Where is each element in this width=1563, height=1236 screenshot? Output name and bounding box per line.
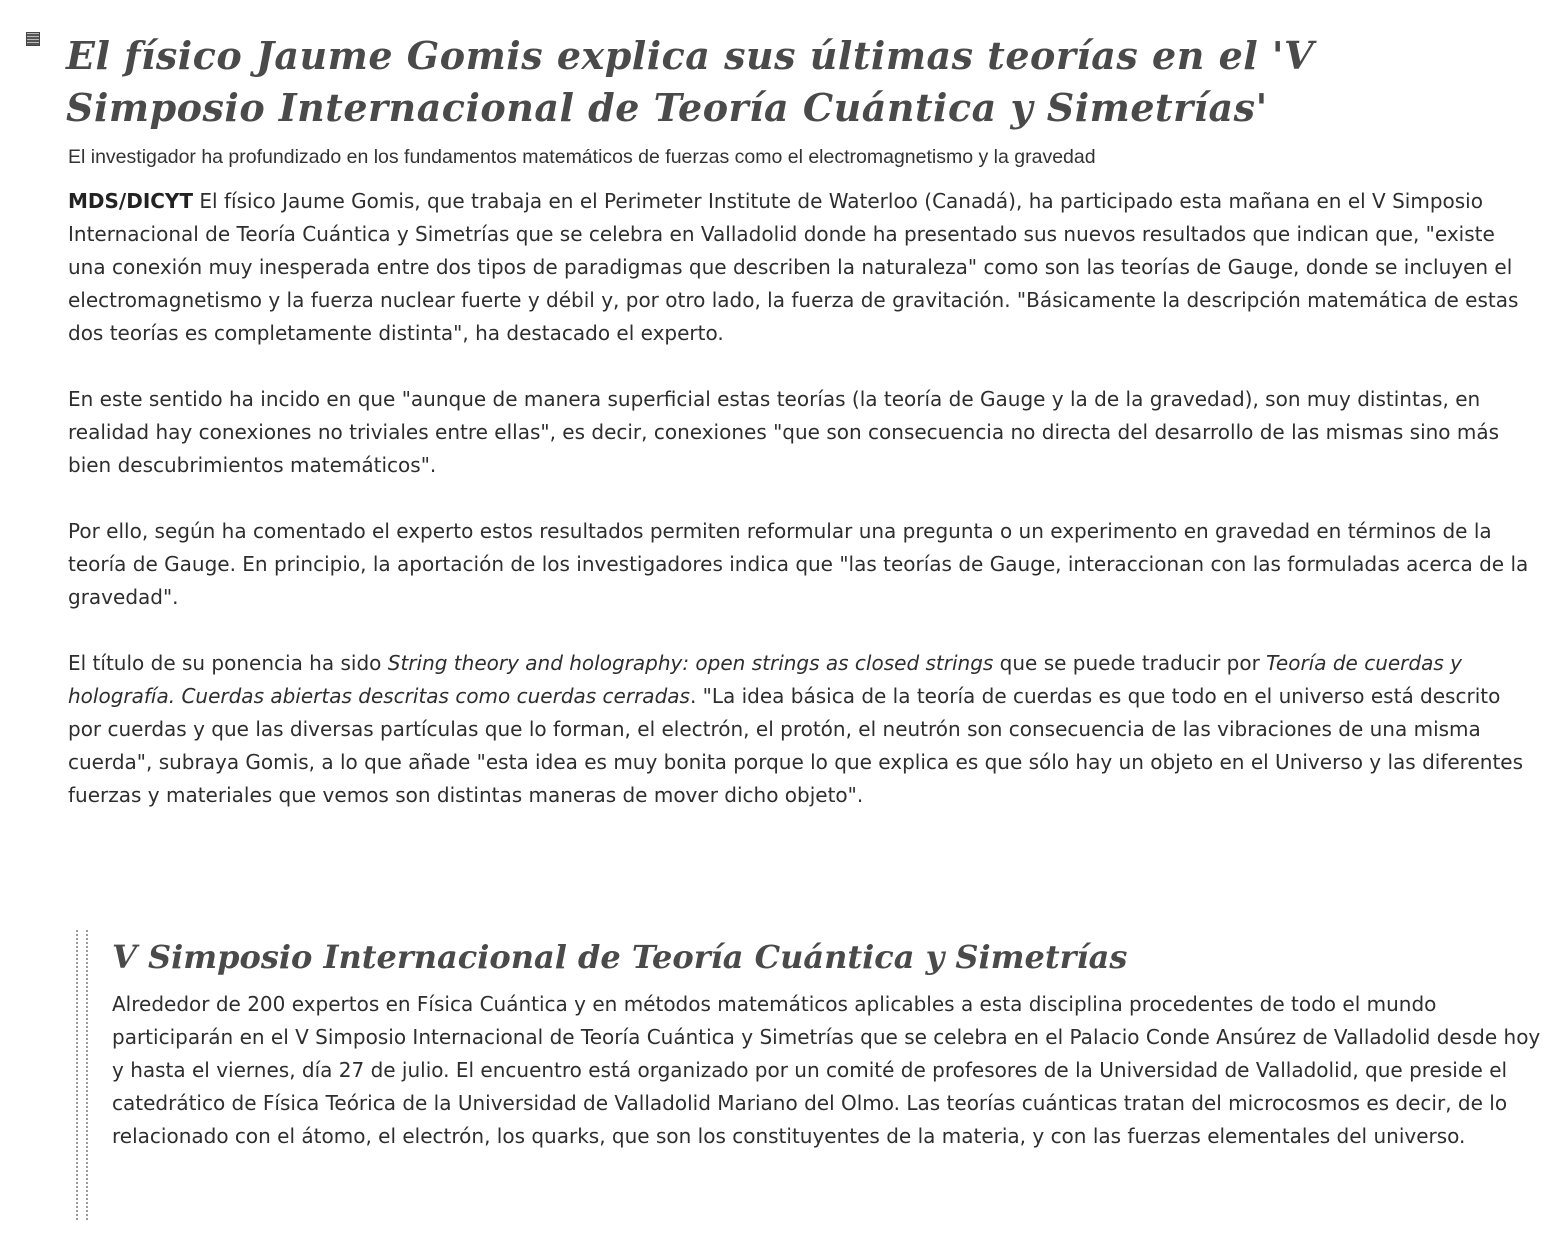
paragraph-4-part-a: El título de su ponencia ha sido [68,651,388,675]
sidebar-title: V Simposio Internacional de Teoría Cuántica y Simetrías [112,938,1128,976]
sidebar-text: Alrededor de 200 expertos en Física Cuántica y en métodos matemáticos aplicables a esta disciplina procedentes de todo el mundo participarán en el V Simposio Internacional de Teoría Cuántica y Simetrías que se celebra en el Palacio Conde Ansúrez de Valladolid desde hoy y hasta el viernes, día 27 de julio. El encuentro está organizado por un comité de profesores de la Universidad de Valladolid, que preside el catedrático de Física Teórica de la Universidad de Valladolid Mariano del Olmo. Las teorías cuánticas tratan del microcosmos es decir, de lo relacionado con el átomo, el electrón, los quarks, que son los constituyentes de la materia, y con las fuerzas elementales del universo. [112,992,1541,1148]
paragraph-1 [68,185,1536,350]
talk-title-english: String theory and holography: open strings as closed strings [387,651,994,675]
paragraph-4 [68,647,1536,812]
talk-title-spanish: Teoría de cuerdas y holografía. Cuerdas abiertas descritas como cuerdas cerradas [68,651,1462,708]
article-subtitle: El investigador ha profundizado en los fundamentos matemáticos de fuerzas como el electromagnetismo y la gravedad [68,146,1096,168]
article-lead: MDS/DICYT [68,189,194,213]
paragraph-4-part-c: . "La idea básica de la teoría de cuerdas es que todo en el universo está descrito por cuerdas y que las diversas partículas que lo forman, el electrón, el protón, el neutrón son consecuencia de las vibraciones de una misma cuerda", subraya Gomis, a lo que añade "esta idea es muy bonita porque lo que explica es que sólo hay un objeto en el Universo y las diferentes fuerzas y materiales que vemos son distintas maneras de mover dicho objeto". [68,684,1524,807]
paragraph-2: En este sentido ha incido en que "aunque de manera superficial estas teorías (la teoría de Gauge y la de la gravedad), son muy distintas, en realidad hay conexiones no triviales entre ellas", es decir, conexiones "que son consecuencia no directa del desarrollo de las mismas sino más bien descubrimientos matemáticos". [68,387,1500,477]
sidebar-box [76,930,1548,1220]
bullet-icon [26,32,40,46]
paragraph-3: Por ello, según ha comentado el experto estos resultados permiten reformular una pregunta o un experimento en gravedad en términos de la teoría de Gauge. En principio, la aportación de los investigadores indica que "las teorías de Gauge, interaccionan con las formuladas acerca de la gravedad". [68,519,1529,609]
paragraph-4-part-b: que se puede traducir por [993,651,1267,675]
article-headline: El físico Jaume Gomis explica sus últimas teorías en el 'V Simposio Internacional de Teoría Cuántica y Simetrías' [66,33,1315,130]
article-body [68,185,1536,845]
paragraph-1-text: El físico Jaume Gomis, que trabaja en el Perimeter Institute de Waterloo (Canadá), ha participado esta mañana en el V Simposio Internacional de Teoría Cuántica y Simetrías que se celebra en Valladolid donde ha presentado sus nuevos resultados que indican que, "existe una conexión muy inesperada entre dos tipos de paradigmas que describen la naturaleza" como son las teorías de Gauge, donde se incluyen el electromagnetismo y la fuerza nuclear fuerte y débil y, por otro lado, la fuerza de gravitación. "Básicamente la descripción matemática de estas dos teorías es completamente distinta", ha destacado el experto. [68,189,1519,345]
